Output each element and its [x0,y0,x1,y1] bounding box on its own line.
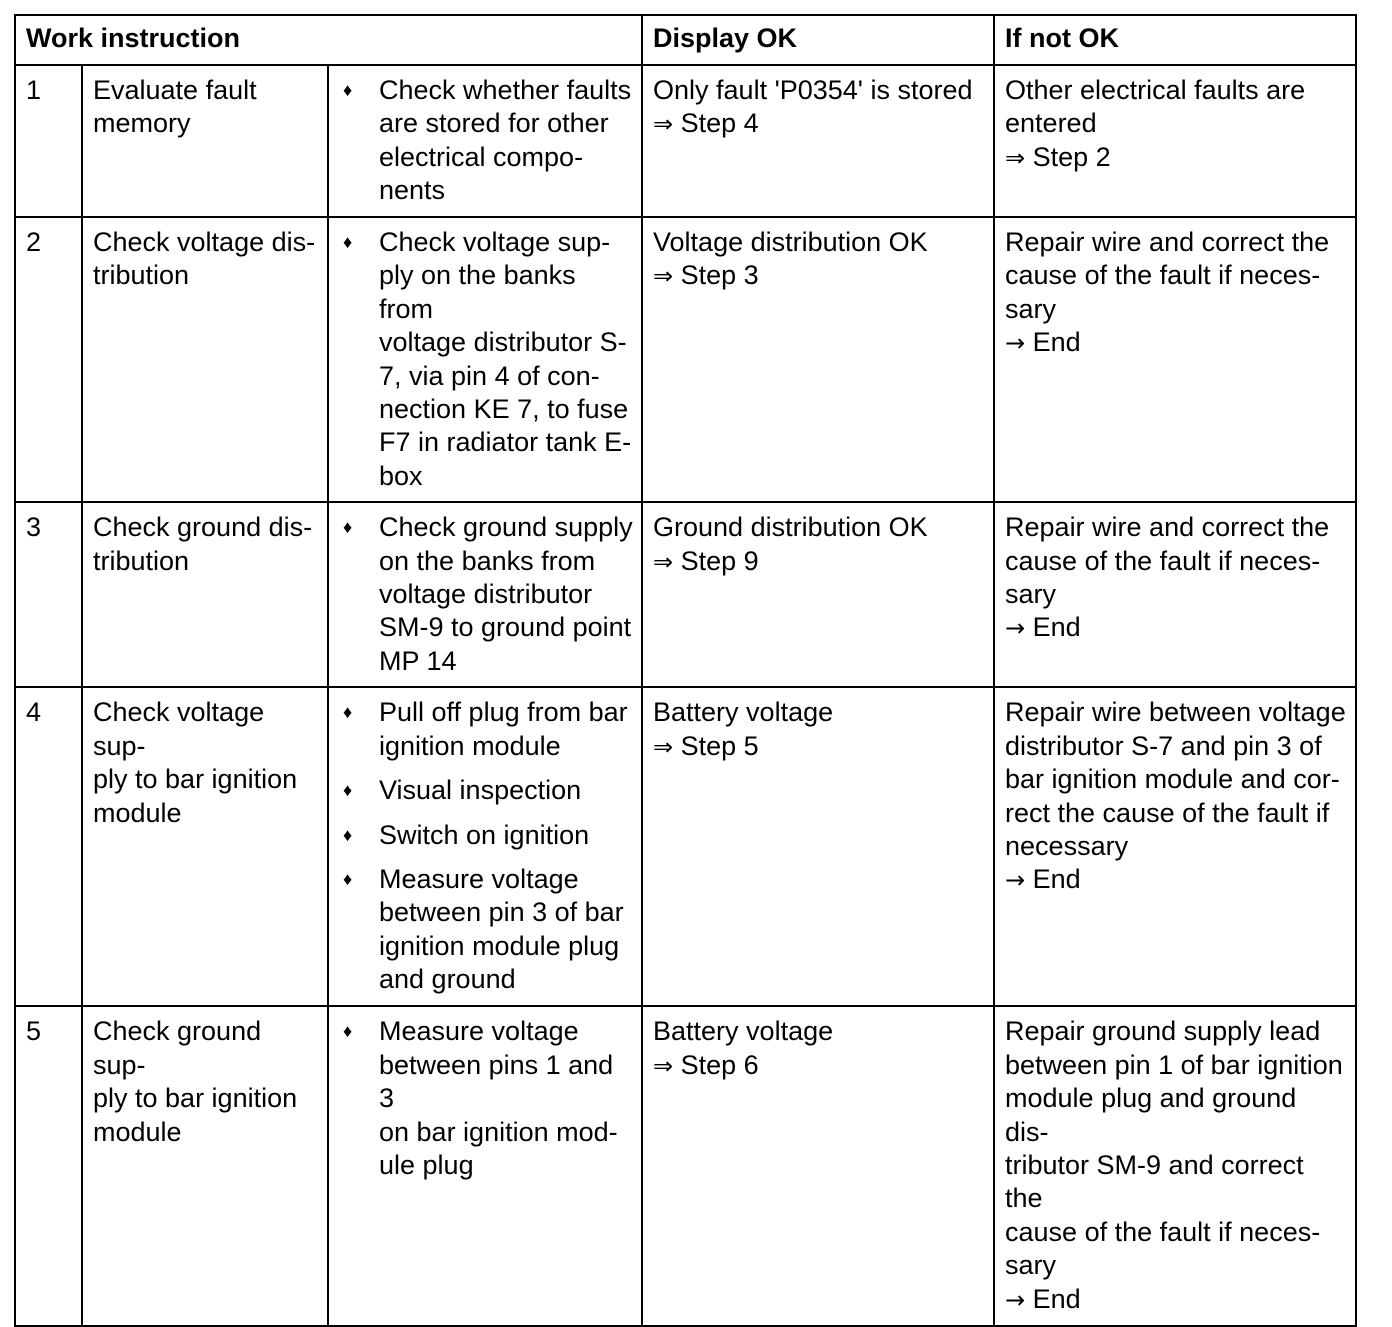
step-number: 5 [15,1006,82,1326]
step-number: 1 [15,65,82,217]
arrow-right-icon: → [1005,866,1026,895]
step-task: Check voltage sup- ply to bar ignition module [82,687,328,1006]
action-list [339,511,633,678]
table-row [15,65,1356,217]
step-actions [328,217,642,502]
diamond-bullet-icon: ♦ [343,517,353,538]
display-ok-cell [642,65,994,217]
if-not-ok-text: Repair ground supply lead between pin 1 of bar ignition module plug and ground dis- tributor SM-9 and correct the cause of the fault if neces- sary [1005,1016,1343,1281]
step-actions [328,1006,642,1326]
display-ok-target: Step 9 [680,545,759,576]
double-arrow-icon: ⇒ [653,262,674,291]
step-task: Check ground sup- ply to bar ignition module [82,1006,328,1326]
table-row [15,687,1356,1006]
table-row [15,502,1356,687]
display-ok-result [653,545,985,579]
action-item [339,226,633,493]
diamond-bullet-icon: ♦ [343,232,353,252]
step-actions [328,502,642,687]
action-list [339,226,633,493]
double-arrow-icon: ⇒ [1005,143,1026,172]
arrow-right-icon: → [1005,329,1026,358]
action-text: Check voltage sup- ply on the banks from voltage distributor S- 7, via pin 4 of con- nection KE 7, to fuse F7 in radiator tank E- box [379,227,632,491]
action-item [339,511,633,678]
step-actions [328,65,642,217]
action-text: Pull off plug from bar ignition module [379,697,628,761]
if-not-ok-text: Repair wire and correct the cause of the fault if neces- sary [1005,512,1330,610]
display-ok-target: Step 5 [680,730,759,761]
diamond-bullet-icon: ♦ [343,702,353,723]
display-ok-result [653,107,985,141]
step-number: 4 [15,687,82,1006]
if-not-ok-text: Other electrical faults are entered [1005,75,1306,139]
if-not-ok-cell [994,502,1356,687]
display-ok-cell [642,1006,994,1326]
display-ok-target: Step 6 [680,1049,759,1080]
double-arrow-icon: ⇒ [653,732,674,761]
action-text: Measure voltage between pins 1 and 3 on bar ignition mod- ule plug [379,1016,618,1180]
if-not-ok-result [1005,863,1347,897]
action-item [339,696,633,763]
action-list [339,696,633,996]
display-ok-text: Only fault 'P0354' is stored [653,75,973,105]
display-ok-result [653,259,985,293]
action-item [339,74,633,208]
diamond-bullet-icon: ♦ [343,80,353,100]
action-item [339,774,633,807]
display-ok-text: Ground distribution OK [653,512,928,543]
work-instruction-table [14,14,1357,1327]
if-not-ok-cell [994,1006,1356,1326]
if-not-ok-text: Repair wire and correct the cause of the fault if neces- sary [1005,227,1330,324]
arrow-right-icon: → [1005,614,1026,643]
diamond-bullet-icon: ♦ [343,824,353,845]
if-not-ok-result [1005,141,1347,175]
if-not-ok-result [1005,326,1347,360]
action-item [339,819,633,852]
header-work-instruction: Work instruction [15,15,642,65]
if-not-ok-cell [994,687,1356,1006]
action-text: Check ground supply on the banks from voltage distributor SM-9 to ground point MP 14 [379,512,633,676]
header-if-not-ok: If not OK [994,15,1356,65]
if-not-ok-target: End [1032,864,1081,895]
action-text: Check whether faults are stored for other electrical compo- nents [379,75,632,206]
display-ok-target: Step 3 [680,260,759,291]
if-not-ok-result [1005,1283,1347,1317]
display-ok-text: Battery voltage [653,697,834,728]
header-display-ok: Display OK [642,15,994,65]
arrow-right-icon: → [1005,1285,1026,1314]
step-actions [328,687,642,1006]
double-arrow-icon: ⇒ [653,547,674,576]
diamond-bullet-icon: ♦ [343,1021,353,1042]
action-text: Switch on ignition [379,819,590,850]
display-ok-target: Step 4 [680,108,759,139]
step-task: Evaluate fault memory [82,65,328,217]
step-number: 3 [15,502,82,687]
if-not-ok-target: End [1032,327,1081,358]
if-not-ok-text: Repair wire between voltage distributor S-7 and pin 3 of bar ignition module and cor- rect the cause of the fault if necessary [1005,697,1346,861]
display-ok-cell [642,687,994,1006]
double-arrow-icon: ⇒ [653,1051,674,1080]
if-not-ok-target: End [1032,612,1081,643]
display-ok-text: Battery voltage [653,1016,834,1047]
action-list [339,74,633,208]
if-not-ok-target: Step 2 [1032,141,1111,172]
table-header-row [15,15,1356,65]
display-ok-result [653,730,985,764]
if-not-ok-cell [994,65,1356,217]
action-list [339,1015,633,1182]
diamond-bullet-icon: ♦ [343,868,353,889]
step-task: Check ground dis- tribution [82,502,328,687]
display-ok-result [653,1049,985,1083]
if-not-ok-cell [994,217,1356,502]
action-text: Measure voltage between pin 3 of bar ignition module plug and ground [379,863,624,995]
table-row [15,217,1356,502]
display-ok-cell [642,502,994,687]
action-item [339,1015,633,1182]
if-not-ok-result [1005,611,1347,645]
display-ok-cell [642,217,994,502]
action-text: Visual inspection [379,775,582,806]
if-not-ok-target: End [1032,1283,1081,1314]
step-task: Check voltage dis- tribution [82,217,328,502]
table-row [15,1006,1356,1326]
display-ok-text: Voltage distribution OK [653,227,928,257]
step-number: 2 [15,217,82,502]
diamond-bullet-icon: ♦ [343,780,353,801]
double-arrow-icon: ⇒ [653,110,674,139]
table-body [15,65,1356,1326]
action-item [339,863,633,997]
